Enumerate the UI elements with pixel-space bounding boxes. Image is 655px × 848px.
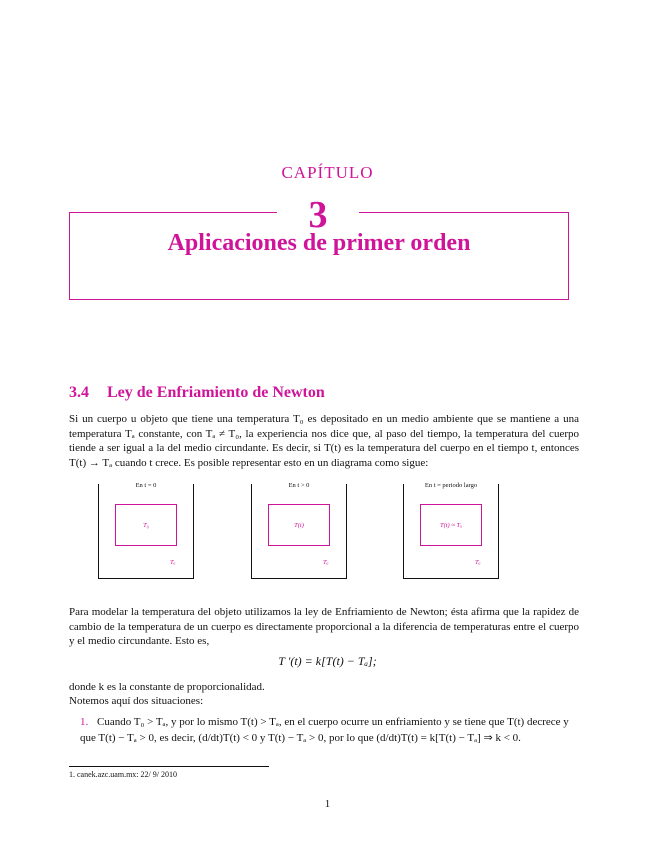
intro-paragraph: Si un cuerpo u objeto que tiene una temperatura T₀ es depositado en un medio ambiente que se mantiene a una temperatura Tₐ constante, con Tₐ ≠ T₀, la experiencia nos dice que, al paso del tiempo, la temperatura del cuerpo tiende a ser igual a la del medio circundante. Es decir, si T(t) es la temperatura del cuerpo en el tiempo t, entonces T(t) → Tₐ cuando t crece. Es posible representar esto en un diagrama como sigue: — [69, 413, 579, 469]
object-box: T(t) ≈ Tₐ — [420, 504, 482, 546]
medium-label: Tₐ — [170, 559, 176, 566]
object-box: T₀ — [115, 504, 177, 546]
diagram-long-period — [403, 484, 499, 580]
diagram-t-positive — [251, 484, 347, 580]
diagram-label: En t > 0 — [288, 482, 310, 489]
footnote-divider — [69, 766, 269, 767]
page-number: 1 — [324, 798, 331, 810]
section-heading — [69, 384, 325, 402]
list-item-number: 1. — [80, 716, 89, 728]
section-number: 3.4 — [69, 384, 89, 401]
section-title: Ley de Enfriamiento de Newton — [107, 384, 325, 401]
newton-equation: T ′(t) = k[T(t) − Tₐ]; — [278, 654, 377, 668]
chapter-title: Aplicaciones de primer orden — [167, 230, 471, 256]
medium-label: Tₐ — [475, 559, 481, 566]
model-paragraph: Para modelar la temperatura del objeto utilizamos la ley de Enfriamiento de Newton; ésta afirma que la rapidez de cambio de la temperatura de un cuerpo es directamente proporcional a la diferencia de temperaturas entre el cuerpo y el medio circundante. Esto es, — [69, 606, 579, 647]
diagram-label: En t = 0 — [135, 482, 157, 489]
object-box: T(t) — [268, 504, 330, 546]
medium-label: Tₐ — [323, 559, 329, 566]
constant-paragraph: donde k es la constante de proporcionalidad. — [69, 681, 265, 693]
chapter-number: 3 — [308, 194, 328, 236]
chapter-label: CAPÍTULO — [281, 163, 374, 182]
diagram-label: En t = periodo largo — [424, 482, 478, 489]
diagram-t0 — [98, 484, 194, 580]
list-item-text: Cuando T₀ > Tₐ, y por lo mismo T(t) > Tₐ, en el cuerpo ocurre un enfriamiento y se tiene que T(t) decrece y que T(t) − Tₐ > 0, es decir, (d/dt)T(t) < 0 y T(t) − Tₐ > 0, por lo que (d/dt)T(t) = k[T(t) − Tₐ] ⇒ k < 0. — [80, 716, 569, 744]
list-item — [80, 714, 578, 746]
situations-paragraph: Notemos aquí dos situaciones: — [69, 695, 204, 707]
footnote: 1. canek.azc.uam.mx: 22/ 9/ 2010 — [69, 770, 177, 779]
